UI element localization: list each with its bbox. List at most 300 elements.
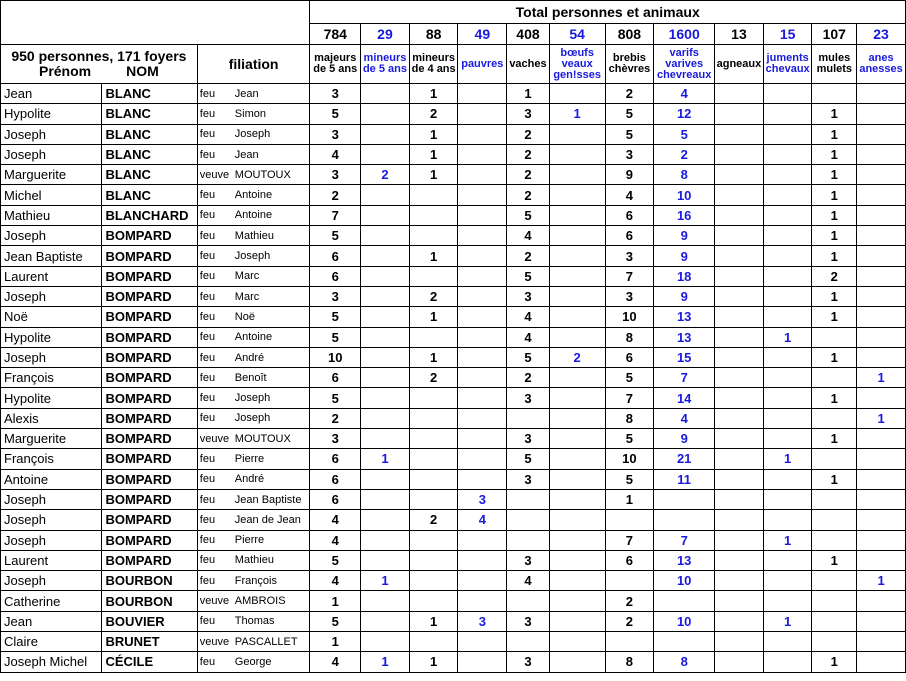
value-cell xyxy=(549,429,605,449)
prenom-cell: Joseph xyxy=(1,347,102,367)
value-cell xyxy=(812,408,857,428)
filiation-name-cell: PASCALLET xyxy=(233,632,310,652)
filiation-name-cell: Antoine xyxy=(233,185,310,205)
value-cell: 1 xyxy=(310,632,361,652)
value-cell xyxy=(361,307,410,327)
value-cell xyxy=(763,286,812,306)
value-cell: 4 xyxy=(654,408,715,428)
value-cell xyxy=(361,205,410,225)
nom-cell: BLANC xyxy=(102,84,197,104)
value-cell xyxy=(715,652,764,672)
value-cell: 3 xyxy=(507,469,550,489)
value-cell xyxy=(812,571,857,591)
value-cell xyxy=(361,510,410,530)
value-cell xyxy=(763,591,812,611)
table-row xyxy=(1,652,906,672)
filiation-name-cell: Joseph xyxy=(233,388,310,408)
value-cell xyxy=(763,185,812,205)
value-cell: 3 xyxy=(507,286,550,306)
value-cell xyxy=(715,185,764,205)
value-cell xyxy=(857,347,906,367)
value-cell: 1 xyxy=(857,408,906,428)
table-header xyxy=(1,1,906,84)
value-cell xyxy=(361,530,410,550)
column-label xyxy=(857,45,906,84)
value-cell: 11 xyxy=(654,469,715,489)
table-body xyxy=(1,84,906,673)
nom-cell: BOMPARD xyxy=(102,246,197,266)
value-cell xyxy=(409,632,458,652)
value-cell: 1 xyxy=(812,246,857,266)
prenom-cell: Marguerite xyxy=(1,429,102,449)
column-label-line: de 4 ans xyxy=(411,63,456,75)
value-cell xyxy=(763,632,812,652)
value-cell xyxy=(409,571,458,591)
total-label: Total personnes et animaux xyxy=(310,1,906,24)
value-cell xyxy=(763,124,812,144)
filiation-type-cell: feu xyxy=(197,489,233,509)
column-total: 13 xyxy=(715,24,764,45)
value-cell: 2 xyxy=(605,84,654,104)
value-cell xyxy=(812,611,857,631)
table-row xyxy=(1,530,906,550)
value-cell xyxy=(361,368,410,388)
value-cell: 2 xyxy=(507,144,550,164)
filiation-name-cell: André xyxy=(233,347,310,367)
value-cell xyxy=(857,530,906,550)
value-cell: 2 xyxy=(507,246,550,266)
value-cell xyxy=(857,591,906,611)
nom-cell: BOMPARD xyxy=(102,347,197,367)
value-cell: 1 xyxy=(409,307,458,327)
value-cell: 5 xyxy=(310,388,361,408)
value-cell xyxy=(361,84,410,104)
value-cell xyxy=(763,408,812,428)
value-cell: 6 xyxy=(605,550,654,570)
value-cell xyxy=(549,652,605,672)
value-cell: 1 xyxy=(763,611,812,631)
column-label-line: mules xyxy=(818,52,851,64)
value-cell xyxy=(458,226,507,246)
column-label-line: varives xyxy=(665,57,704,70)
value-cell xyxy=(715,266,764,286)
value-cell: 3 xyxy=(507,611,550,631)
value-cell xyxy=(409,429,458,449)
value-cell xyxy=(409,469,458,489)
filiation-type-cell: feu xyxy=(197,347,233,367)
value-cell xyxy=(361,185,410,205)
value-cell xyxy=(605,510,654,530)
value-cell: 21 xyxy=(654,449,715,469)
value-cell: 5 xyxy=(605,429,654,449)
value-cell: 5 xyxy=(507,347,550,367)
value-cell: 1 xyxy=(361,449,410,469)
value-cell: 2 xyxy=(361,165,410,185)
value-cell: 4 xyxy=(654,84,715,104)
value-cell xyxy=(458,104,507,124)
value-cell: 1 xyxy=(812,347,857,367)
value-cell: 3 xyxy=(310,429,361,449)
table-row xyxy=(1,205,906,225)
value-cell: 5 xyxy=(507,449,550,469)
prenom-cell: Joseph Michel xyxy=(1,652,102,672)
filiation-name-cell: Marc xyxy=(233,286,310,306)
filiation-type-cell: veuve xyxy=(197,429,233,449)
value-cell xyxy=(361,429,410,449)
value-cell: 4 xyxy=(310,144,361,164)
value-cell xyxy=(857,144,906,164)
value-cell: 2 xyxy=(507,165,550,185)
column-label-line: juments xyxy=(766,52,809,64)
value-cell xyxy=(458,185,507,205)
value-cell: 3 xyxy=(458,489,507,509)
table-row xyxy=(1,266,906,286)
value-cell xyxy=(361,246,410,266)
prenom-cell: François xyxy=(1,368,102,388)
value-cell xyxy=(763,469,812,489)
value-cell: 1 xyxy=(812,124,857,144)
nom-cell: BOMPARD xyxy=(102,449,197,469)
value-cell xyxy=(361,226,410,246)
value-cell xyxy=(715,591,764,611)
value-cell: 3 xyxy=(310,286,361,306)
filiation-name-cell: Joseph xyxy=(233,246,310,266)
prenom-cell: Michel xyxy=(1,185,102,205)
value-cell: 7 xyxy=(605,266,654,286)
column-label-line: vaches xyxy=(509,57,547,70)
filiation-type-cell: feu xyxy=(197,185,233,205)
value-cell: 1 xyxy=(763,327,812,347)
value-cell xyxy=(549,591,605,611)
filiation-name-cell: Mathieu xyxy=(233,226,310,246)
filiation-name-cell: MOUTOUX xyxy=(233,165,310,185)
table-row xyxy=(1,489,906,509)
value-cell xyxy=(715,408,764,428)
value-cell: 1 xyxy=(812,550,857,570)
value-cell xyxy=(763,266,812,286)
value-cell: 8 xyxy=(654,165,715,185)
value-cell xyxy=(763,84,812,104)
column-label xyxy=(812,45,857,84)
value-cell: 10 xyxy=(605,307,654,327)
value-cell: 1 xyxy=(763,530,812,550)
value-cell: 5 xyxy=(605,104,654,124)
value-cell xyxy=(409,185,458,205)
prenom-cell: Laurent xyxy=(1,266,102,286)
value-cell: 7 xyxy=(605,530,654,550)
value-cell: 12 xyxy=(654,104,715,124)
value-cell: 1 xyxy=(857,368,906,388)
value-cell xyxy=(763,246,812,266)
filiation-type-cell: feu xyxy=(197,246,233,266)
value-cell xyxy=(715,286,764,306)
value-cell: 9 xyxy=(654,286,715,306)
value-cell xyxy=(763,388,812,408)
value-cell xyxy=(857,388,906,408)
value-cell xyxy=(715,205,764,225)
value-cell xyxy=(715,347,764,367)
value-cell: 1 xyxy=(409,84,458,104)
value-cell xyxy=(458,652,507,672)
value-cell: 13 xyxy=(654,327,715,347)
value-cell xyxy=(409,550,458,570)
filiation-type-cell: feu xyxy=(197,388,233,408)
value-cell: 5 xyxy=(605,469,654,489)
value-cell xyxy=(857,652,906,672)
nom-cell: BOMPARD xyxy=(102,368,197,388)
value-cell: 1 xyxy=(507,84,550,104)
column-label-line: gen!sses xyxy=(553,68,602,81)
value-cell xyxy=(654,510,715,530)
filiation-name-cell: François xyxy=(233,571,310,591)
value-cell: 3 xyxy=(605,144,654,164)
value-cell xyxy=(857,489,906,509)
nom-cell: BLANC xyxy=(102,165,197,185)
value-cell xyxy=(763,165,812,185)
nom-cell: BLANC xyxy=(102,104,197,124)
value-cell xyxy=(549,266,605,286)
value-cell: 7 xyxy=(654,368,715,388)
value-cell xyxy=(458,246,507,266)
value-cell: 3 xyxy=(310,84,361,104)
nom-cell: BOURBON xyxy=(102,591,197,611)
value-cell xyxy=(715,246,764,266)
value-cell: 10 xyxy=(310,347,361,367)
header-blank xyxy=(1,1,310,45)
column-total: 54 xyxy=(549,24,605,45)
value-cell xyxy=(549,165,605,185)
filiation-name-cell: Marc xyxy=(233,266,310,286)
value-cell xyxy=(715,124,764,144)
column-total: 408 xyxy=(507,24,550,45)
value-cell: 2 xyxy=(409,286,458,306)
filiation-type-cell: feu xyxy=(197,226,233,246)
value-cell xyxy=(715,469,764,489)
value-cell xyxy=(458,469,507,489)
value-cell: 1 xyxy=(812,144,857,164)
persons-title-cell xyxy=(1,45,198,84)
nom-cell: BOMPARD xyxy=(102,550,197,570)
table-row xyxy=(1,226,906,246)
value-cell xyxy=(715,368,764,388)
prenom-label: Prénom xyxy=(38,63,92,79)
value-cell: 1 xyxy=(409,611,458,631)
value-cell xyxy=(361,124,410,144)
value-cell xyxy=(715,429,764,449)
value-cell xyxy=(763,550,812,570)
nom-cell: BLANC xyxy=(102,185,197,205)
value-cell: 1 xyxy=(812,469,857,489)
value-cell xyxy=(812,530,857,550)
value-cell xyxy=(857,550,906,570)
filiation-type-cell: feu xyxy=(197,550,233,570)
value-cell: 3 xyxy=(310,165,361,185)
value-cell: 13 xyxy=(654,550,715,570)
table-row xyxy=(1,469,906,489)
prenom-cell: Alexis xyxy=(1,408,102,428)
filiation-name-cell: Mathieu xyxy=(233,550,310,570)
nom-cell: BOMPARD xyxy=(102,327,197,347)
value-cell: 3 xyxy=(605,286,654,306)
value-cell: 1 xyxy=(812,104,857,124)
value-cell: 1 xyxy=(409,652,458,672)
value-cell: 1 xyxy=(549,104,605,124)
value-cell xyxy=(812,327,857,347)
value-cell xyxy=(549,185,605,205)
nom-cell: BOMPARD xyxy=(102,388,197,408)
prenom-cell: Claire xyxy=(1,632,102,652)
value-cell xyxy=(458,368,507,388)
value-cell: 1 xyxy=(812,185,857,205)
value-cell: 5 xyxy=(310,611,361,631)
filiation-type-cell: feu xyxy=(197,144,233,164)
value-cell xyxy=(763,571,812,591)
value-cell xyxy=(361,408,410,428)
value-cell xyxy=(812,591,857,611)
value-cell xyxy=(458,571,507,591)
value-cell xyxy=(361,550,410,570)
value-cell: 1 xyxy=(409,347,458,367)
value-cell xyxy=(409,408,458,428)
nom-cell: BLANCHARD xyxy=(102,205,197,225)
column-label xyxy=(310,45,361,84)
prenom-cell: Joseph xyxy=(1,530,102,550)
value-cell xyxy=(715,327,764,347)
filiation-type-cell: veuve xyxy=(197,591,233,611)
nom-cell: BOURBON xyxy=(102,571,197,591)
prenom-cell: Marguerite xyxy=(1,165,102,185)
prenom-cell: Joseph xyxy=(1,226,102,246)
value-cell xyxy=(812,489,857,509)
value-cell xyxy=(361,591,410,611)
nom-cell: BRUNET xyxy=(102,632,197,652)
filiation-name-cell: Simon xyxy=(233,104,310,124)
nom-cell: BLANC xyxy=(102,124,197,144)
filiation-type-cell: feu xyxy=(197,104,233,124)
value-cell xyxy=(857,226,906,246)
nom-cell: CÉCILE xyxy=(102,652,197,672)
value-cell xyxy=(715,530,764,550)
nom-cell: BOMPARD xyxy=(102,429,197,449)
column-total: 808 xyxy=(605,24,654,45)
value-cell xyxy=(549,226,605,246)
value-cell: 4 xyxy=(310,510,361,530)
name-labels xyxy=(1,64,197,79)
value-cell: 9 xyxy=(654,246,715,266)
filiation-label: filiation xyxy=(197,45,310,84)
table-row xyxy=(1,84,906,104)
value-cell xyxy=(857,84,906,104)
filiation-name-cell: Benoît xyxy=(233,368,310,388)
value-cell: 4 xyxy=(507,226,550,246)
column-total: 23 xyxy=(857,24,906,45)
column-total: 784 xyxy=(310,24,361,45)
value-cell: 2 xyxy=(409,104,458,124)
value-cell: 7 xyxy=(605,388,654,408)
value-cell: 5 xyxy=(507,205,550,225)
value-cell: 4 xyxy=(507,307,550,327)
value-cell xyxy=(715,84,764,104)
value-cell: 1 xyxy=(409,246,458,266)
value-cell xyxy=(507,591,550,611)
column-label-line: anesses xyxy=(859,63,903,75)
table-row xyxy=(1,611,906,631)
value-cell xyxy=(507,530,550,550)
value-cell xyxy=(549,550,605,570)
filiation-name-cell: Joseph xyxy=(233,124,310,144)
value-cell xyxy=(857,124,906,144)
persons-title: 950 personnes, 171 foyers xyxy=(11,48,187,64)
value-cell xyxy=(605,571,654,591)
value-cell: 3 xyxy=(507,104,550,124)
value-cell xyxy=(361,144,410,164)
value-cell xyxy=(549,408,605,428)
table-row xyxy=(1,307,906,327)
value-cell xyxy=(857,327,906,347)
value-cell xyxy=(715,550,764,570)
value-cell xyxy=(857,469,906,489)
table-row xyxy=(1,591,906,611)
value-cell xyxy=(654,591,715,611)
column-label-line: varifs xyxy=(669,46,699,59)
value-cell xyxy=(409,388,458,408)
value-cell: 8 xyxy=(605,327,654,347)
value-cell: 5 xyxy=(654,124,715,144)
value-cell xyxy=(409,327,458,347)
column-total: 107 xyxy=(812,24,857,45)
value-cell: 4 xyxy=(310,652,361,672)
value-cell xyxy=(857,449,906,469)
value-cell: 1 xyxy=(812,286,857,306)
value-cell xyxy=(549,327,605,347)
value-cell xyxy=(458,205,507,225)
value-cell xyxy=(549,124,605,144)
table-row xyxy=(1,124,906,144)
value-cell xyxy=(458,632,507,652)
value-cell: 2 xyxy=(507,368,550,388)
value-cell xyxy=(549,571,605,591)
column-label xyxy=(605,45,654,84)
filiation-type-cell: feu xyxy=(197,469,233,489)
column-label-line: agneaux xyxy=(716,57,762,70)
value-cell xyxy=(409,205,458,225)
filiation-name-cell: André xyxy=(233,469,310,489)
value-cell xyxy=(812,449,857,469)
column-label-line: anes xyxy=(868,52,894,64)
value-cell xyxy=(458,347,507,367)
value-cell xyxy=(654,489,715,509)
value-cell xyxy=(409,591,458,611)
value-cell xyxy=(857,510,906,530)
value-cell xyxy=(458,388,507,408)
column-label xyxy=(458,45,507,84)
value-cell xyxy=(549,286,605,306)
value-cell: 4 xyxy=(310,571,361,591)
value-cell: 8 xyxy=(605,652,654,672)
value-cell: 5 xyxy=(507,266,550,286)
column-total: 88 xyxy=(409,24,458,45)
value-cell xyxy=(715,388,764,408)
value-cell xyxy=(458,165,507,185)
filiation-name-cell: Joseph xyxy=(233,408,310,428)
column-total: 29 xyxy=(361,24,410,45)
value-cell xyxy=(549,84,605,104)
column-label xyxy=(654,45,715,84)
table-row xyxy=(1,632,906,652)
value-cell: 3 xyxy=(310,124,361,144)
value-cell xyxy=(361,632,410,652)
nom-label: NOM xyxy=(126,63,159,79)
